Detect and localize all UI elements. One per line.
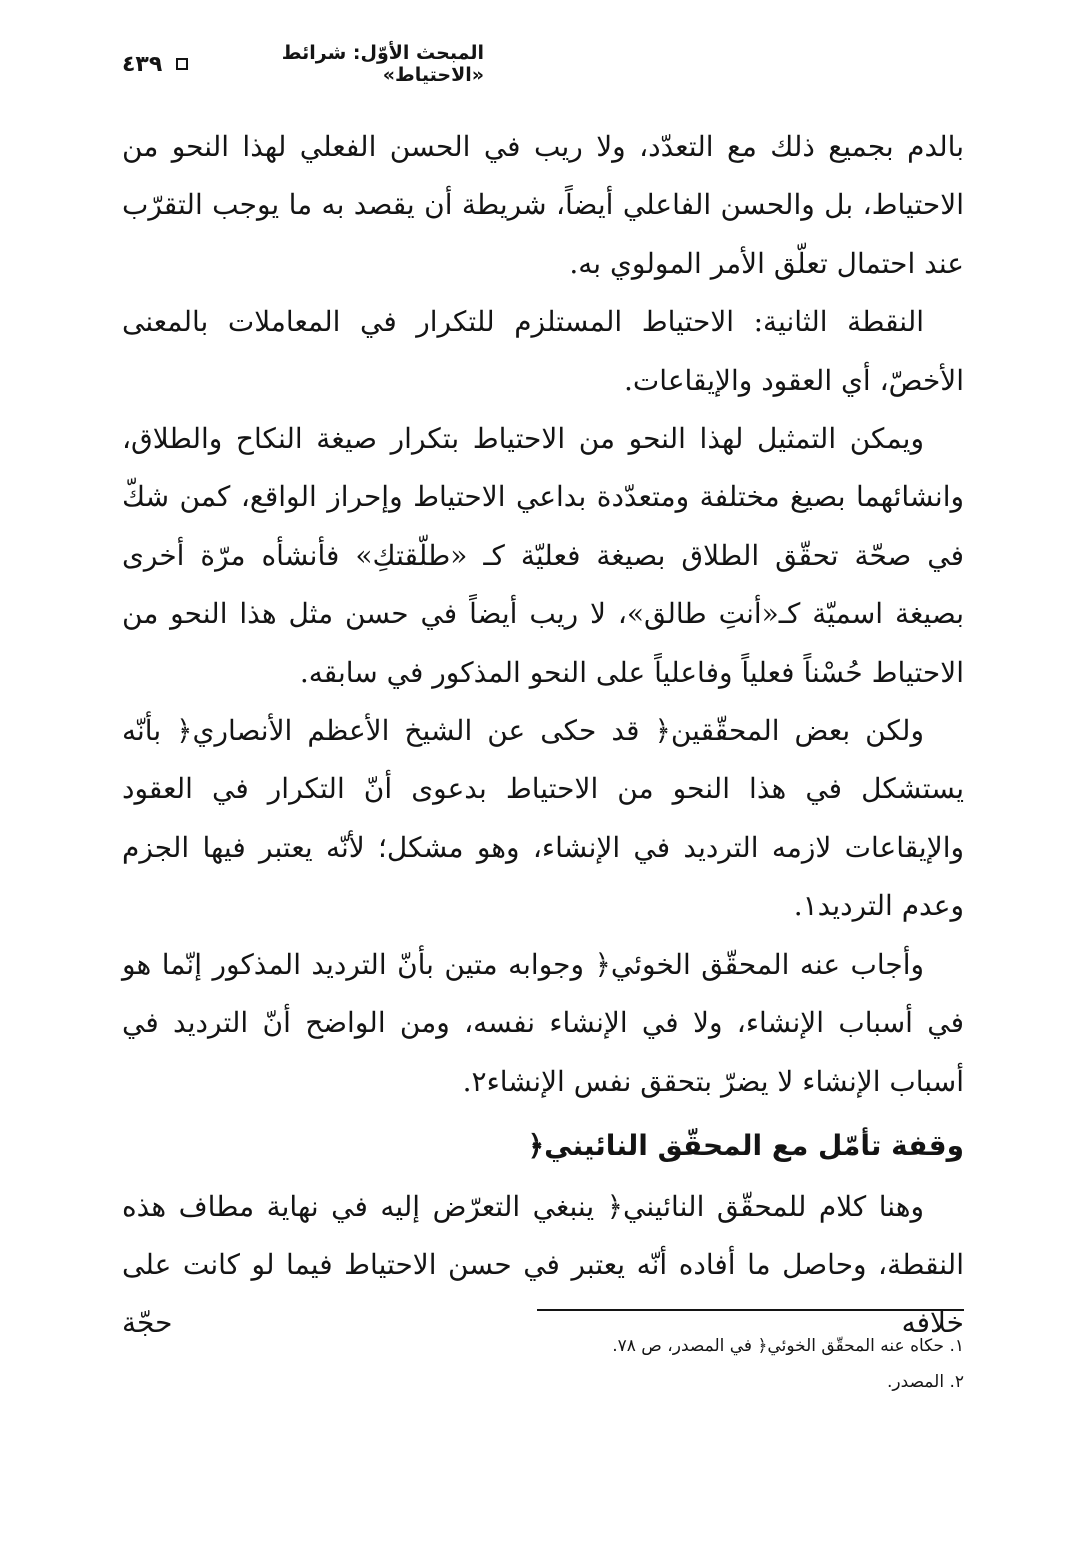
footnote-1: ١. حكاه عنه المحقّق الخوئي﴿ في المصدر، ص ٧٨. xyxy=(612,1336,964,1356)
section-heading: وقفة تأمّل مع المحقّق النائيني﴿ xyxy=(527,1129,964,1162)
paragraph: بالدم بجميع ذلك مع التعدّد، ولا ريب في الحسن الفعلي لهذا النحو من الاحتياط، بل والحسن الفاعلي أيضاً، شريطة أن يقصد به ما يوجب التقرّب عند احتمال تعلّق الأمر المولوي به. xyxy=(122,130,964,280)
footnote-2: ٢. المصدر. xyxy=(887,1372,964,1392)
paragraph: وأجاب عنه المحقّق الخوئي﴿ وجوابه متين بأنّ الترديد المذكور إنّما هو في أسباب الإنشاء، ولا في الإنشاء نفسه، ومن الواضح أنّ الترديد في أسباب الإنشاء لا يضرّ بتحقق نفس الإنشاء٢. xyxy=(122,947,964,1098)
page-number: ٤٣٩ xyxy=(122,51,163,77)
paragraph: النقطة الثانية: الاحتياط المستلزم للتكرار في المعاملات بالمعنى الأخصّ، أي العقود والإيقاعات. xyxy=(122,305,964,397)
paragraph: ولكن بعض المحقّقين﴿ قد حكى عن الشيخ الأعظم الأنصاري﴿ بأنّه يستشكل في هذا النحو من الاحتياط بدعوى أنّ التكرار في العقود والإيقاعات لازمه الترديد في الإنشاء، وهو مشكل؛ لأنّه يعتبر فيها الجزم وعدم الترديد١. xyxy=(122,714,964,923)
header-square-icon xyxy=(176,58,187,70)
main-text xyxy=(122,118,964,1111)
header-title: المبحث الأوّل: شرائط «الاحتياط» xyxy=(281,42,484,86)
footnote-divider xyxy=(537,1309,964,1311)
running-header xyxy=(122,44,484,84)
footnotes xyxy=(480,1328,964,1400)
section-text xyxy=(122,1178,964,1352)
paragraph: ويمكن التمثيل لهذا النحو من الاحتياط بتكرار صيغة النكاح والطلاق، وانشائهما بصيغ مختلفة ومتعدّدة بداعي الاحتياط وإحراز الواقع، كمن شكّ في صحّة تحقّق الطلاق بصيغة فعليّة كـ «طلّقتكِ» فأنشأه مرّة أخرى بصيغة اسميّة كـ«أنتِ طالق»، لا ريب أيضاً في حسن مثل هذا النحو من الاحتياط حُسْناً فعلياً وفاعلياً على النحو المذكور في سابقه. xyxy=(122,422,964,689)
paragraph: وهنا كلام للمحقّق النائيني﴿ ينبغي التعرّض إليه في نهاية مطاف هذه النقطة، وحاصل ما أفاده أنّه يعتبر في حسن الاحتياط فيما لو كانت على خلافه حجّة xyxy=(122,1190,964,1339)
